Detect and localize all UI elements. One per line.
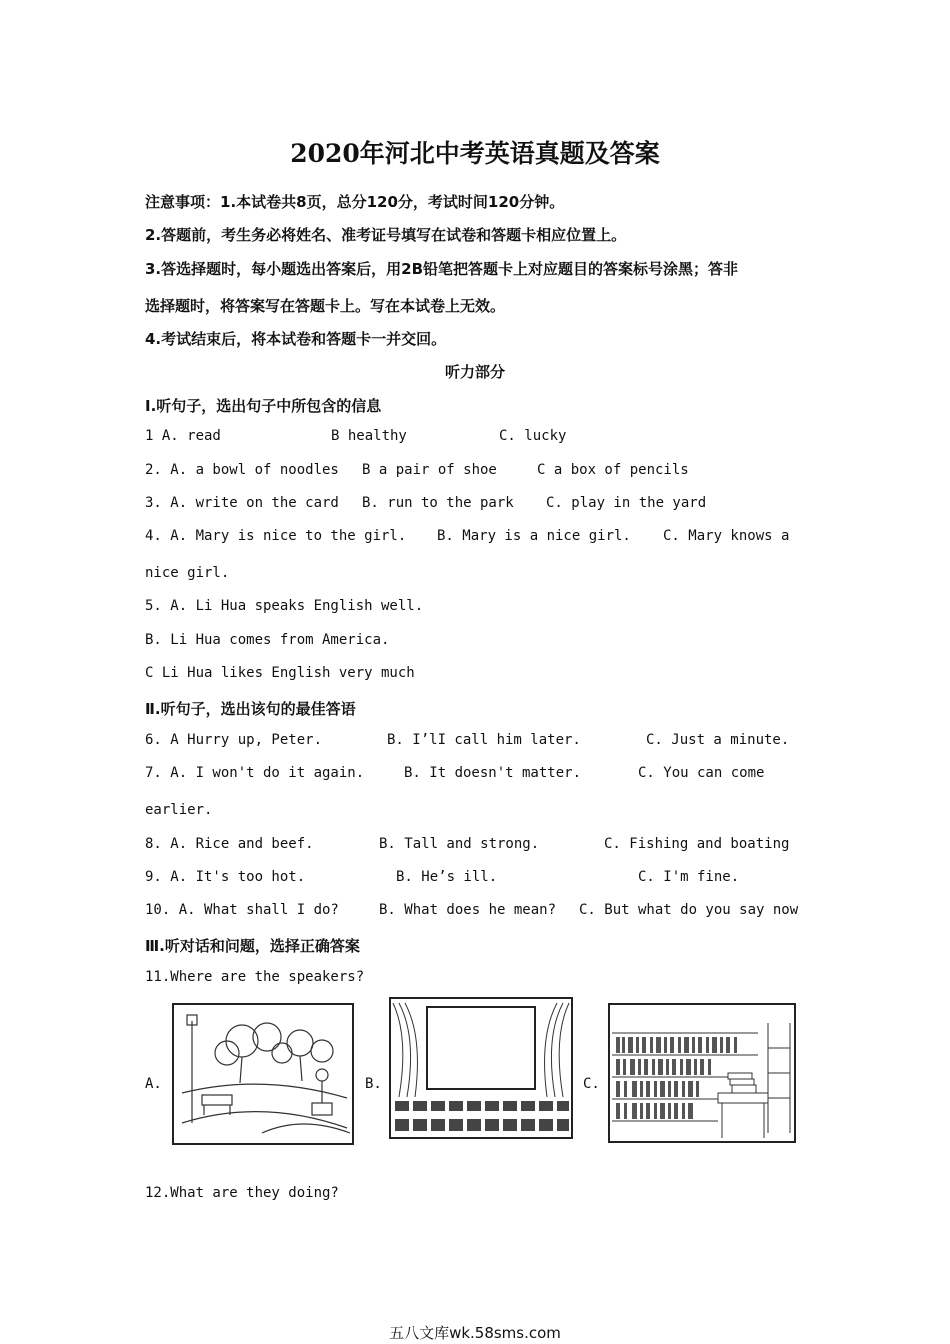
q8-option-c: C. Fishing and boating	[604, 836, 790, 852]
q3-option-b: B. run to the park	[362, 495, 514, 511]
q3-option-a: 3. A. write on the card	[145, 495, 339, 511]
q12-question: 12.What are they doing?	[145, 1185, 339, 1201]
q4-option-c: C. Mary knows a	[663, 528, 790, 544]
q7-option-c: C. You can come	[638, 765, 765, 781]
q9-option-b: B. He’s ill.	[396, 869, 498, 885]
q7-option-a: 7. A. I won't do it again.	[145, 765, 365, 781]
q8-option-a: 8. A. Rice and beef.	[145, 836, 314, 852]
q5-option-b: B. Li Hua comes from America.	[145, 632, 390, 648]
note-line-5: 4.考试结束后，将本试卷和答题卡一并交回。	[145, 330, 447, 348]
q10-option-b: B. What does he mean?	[379, 902, 557, 918]
q6-option-a: 6. A Hurry up, Peter.	[145, 732, 323, 748]
q2-option-c: C a box of pencils	[537, 462, 689, 478]
listening-title: 听力部分	[444, 363, 505, 381]
q4-option-b: B. Mary is a nice girl.	[437, 528, 631, 544]
q11-question: 11.Where are the speakers?	[145, 969, 365, 985]
cinema-picture	[389, 997, 573, 1139]
note-line-3: 3.答选择题时，每小题选出答案后，用2B铅笔把答题卡上对应题目的答案标号涂黑；答非	[145, 260, 739, 278]
park-picture	[172, 1003, 354, 1145]
q3-option-c: C. play in the yard	[546, 495, 707, 511]
q7-option-b: B. It doesn't matter.	[404, 765, 582, 781]
note-line-1: 注意事项：1.本试卷共8页，总分120分，考试时间120分钟。	[145, 193, 565, 211]
q10-option-a: 10. A. What shall I do?	[145, 902, 339, 918]
q2-option-a: 2. A. a bowl of noodles	[145, 462, 339, 478]
pic-label-b: B.	[365, 1076, 382, 1092]
pic-label-c: C.	[583, 1076, 600, 1092]
q1-option-c: C. lucky	[499, 428, 567, 444]
q1-option-a: 1 A. read	[145, 428, 221, 444]
q6-option-c: C. Just a minute.	[646, 732, 790, 748]
note-line-2: 2.答题前，考生务必将姓名、准考证号填写在试卷和答题卡相应位置上。	[145, 226, 627, 244]
q10-option-c: C. But what do you say now	[579, 902, 799, 918]
q5-option-c: C Li Hua likes English very much	[145, 665, 415, 681]
q1-option-b: B healthy	[331, 428, 407, 444]
section3-heading: Ⅲ.听对话和问题，选择正确答案	[145, 937, 360, 955]
section1-heading: Ⅰ.听句子，选出句子中所包含的信息	[145, 397, 382, 415]
q9-option-a: 9. A. It's too hot.	[145, 869, 306, 885]
q7-continuation: earlier.	[145, 802, 213, 818]
footer-watermark: 五八文库wk.58sms.com	[389, 1324, 561, 1342]
q8-option-b: B. Tall and strong.	[379, 836, 540, 852]
library-picture	[608, 1003, 796, 1143]
pic-label-a: A.	[145, 1076, 162, 1092]
page-title: 2020年河北中考英语真题及答案	[290, 139, 660, 168]
q6-option-b: B. I’lI call him later.	[387, 732, 581, 748]
q2-option-b: B a pair of shoe	[362, 462, 497, 478]
q5-option-a: 5. A. Li Hua speaks English well.	[145, 598, 424, 614]
q9-option-c: C. I'm fine.	[638, 869, 740, 885]
section2-heading: Ⅱ.听句子，选出该句的最佳答语	[145, 700, 356, 718]
q4-continuation: nice girl.	[145, 565, 230, 581]
q4-option-a: 4. A. Mary is nice to the girl.	[145, 528, 407, 544]
note-line-4: 选择题时，将答案写在答题卡上。写在本试卷上无效。	[145, 297, 506, 315]
